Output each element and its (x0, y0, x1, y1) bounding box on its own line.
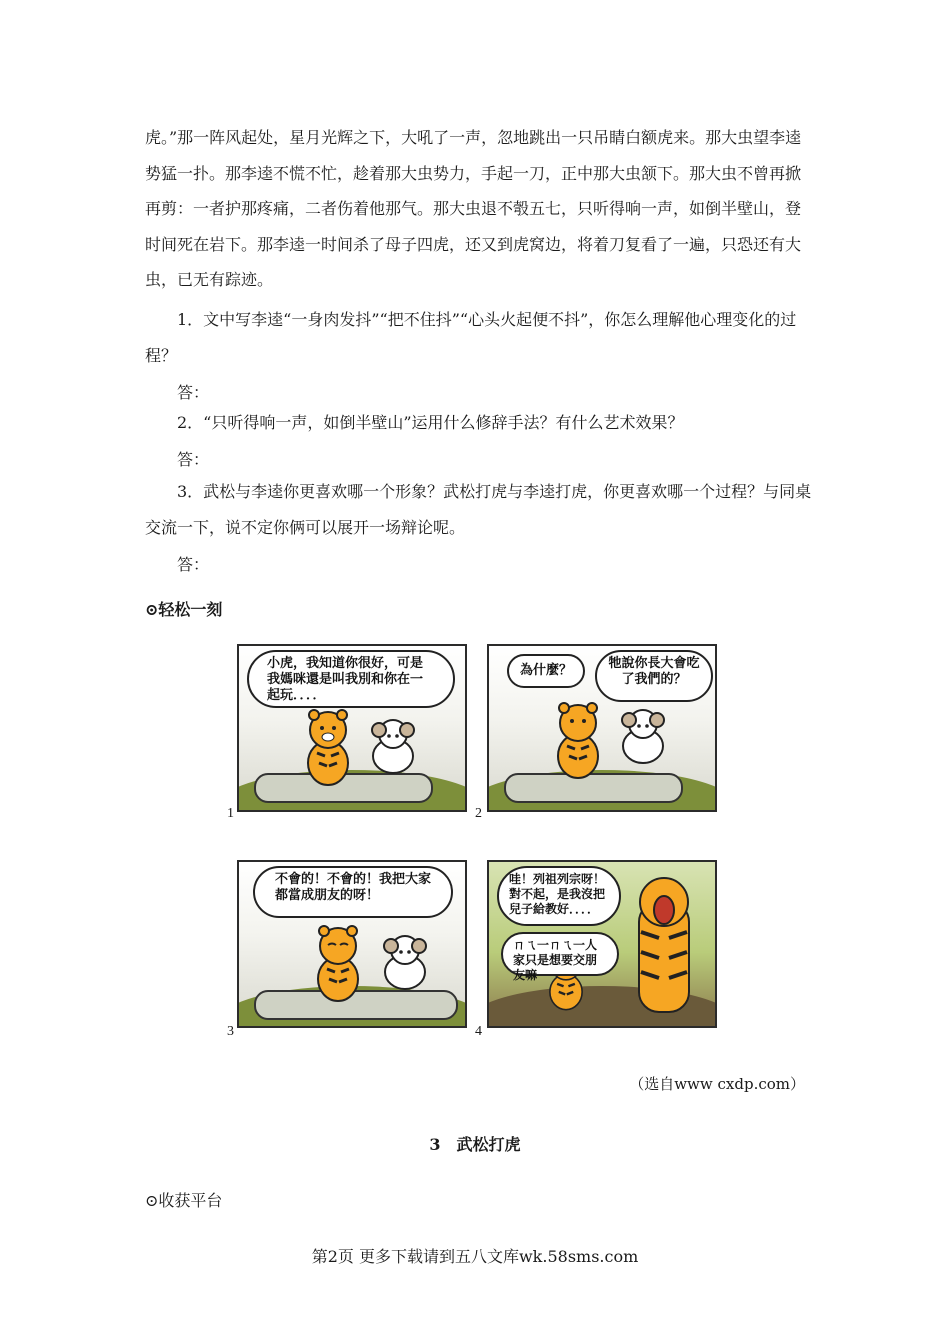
tiger-cub-icon (307, 924, 369, 1002)
speech-bubble: 牠說你長大會吃了我們的？ (595, 650, 713, 702)
panel-number-4: 4 (475, 1024, 482, 1039)
question-3: 3．武松与李逵你更喜欢哪一个形象？武松打虎与李逵打虎，你更喜欢哪一个过程？与同桌交流一下，说不定你俩可以展开一场辩论呢。 (145, 482, 812, 537)
panel-number-2: 2 (475, 806, 482, 821)
sheep-icon (617, 706, 669, 764)
tiger-cub-icon (547, 701, 609, 779)
comic-panel-4 (487, 860, 717, 1028)
question-1: 1．文中写李逵“一身肉发抖”“把不住抖”“心头火起便不抖”，你怎么理解他心理变化的过程？ (145, 310, 797, 365)
panel-number-1: 1 (227, 806, 234, 821)
speech-bubble: 小虎，我知道你很好，可是我媽咪還是叫我別和你在一起玩．．．． (247, 650, 455, 708)
tiger-cub-icon (297, 708, 359, 786)
comic-source: （选自www cxdp.com） (629, 1075, 805, 1093)
speech-bubble: ㄇㄟ一ㄇㄟ一人家只是想要交朋友嘛 (501, 932, 619, 976)
sheep-icon (379, 932, 431, 990)
comic-panel-3 (237, 860, 467, 1028)
big-tiger-icon (619, 872, 709, 1022)
question-2: 2．“只听得响一声，如倒半壁山”运用什么修辞手法？有什么艺术效果？ (177, 413, 684, 432)
section-heading-relax: ⊙轻松一刻 (145, 600, 223, 619)
passage-text: 虎。”那一阵风起处，星月光辉之下，大吼了一声，忽地跳出一只吊睛白额虎来。那大虫望李逵势猛一扑。那李逵不慌不忙，趁着那大虫势力，手起一刀，正中那大虫颔下。那大虫不曾再掀再剪：一者护那疼痛，二者伤着他那气。那大虫退不彀五七，只听得响一声，如倒半壁山，登时间死在岩下。那李逵一时间杀了母子四虎，还又到虎窝边，将着刀复看了一遍，只恐还有大虫，已无有踪迹。 (145, 128, 802, 289)
lesson-title: 3 武松打虎 (429, 1135, 521, 1154)
section-heading-harvest: ⊙收获平台 (145, 1191, 223, 1210)
speech-bubble: 哇！列祖列宗呀！對不起，是我沒把兒子給教好．．．． (497, 866, 621, 926)
answer-label-3: 答： (177, 555, 210, 574)
speech-bubble: 不會的！不會的！我把大家都當成朋友的呀！ (253, 866, 453, 918)
page-footer: 第2页 更多下载请到五八文库wk.58sms.com (311, 1247, 639, 1266)
answer-label-1: 答： (177, 383, 210, 402)
panel-number-3: 3 (227, 1024, 234, 1039)
comic-panel-2 (487, 644, 717, 812)
answer-label-2: 答： (177, 450, 210, 469)
sheep-icon (367, 716, 419, 774)
speech-bubble: 為什麼？ (507, 654, 585, 688)
comic-panel-1 (237, 644, 467, 812)
